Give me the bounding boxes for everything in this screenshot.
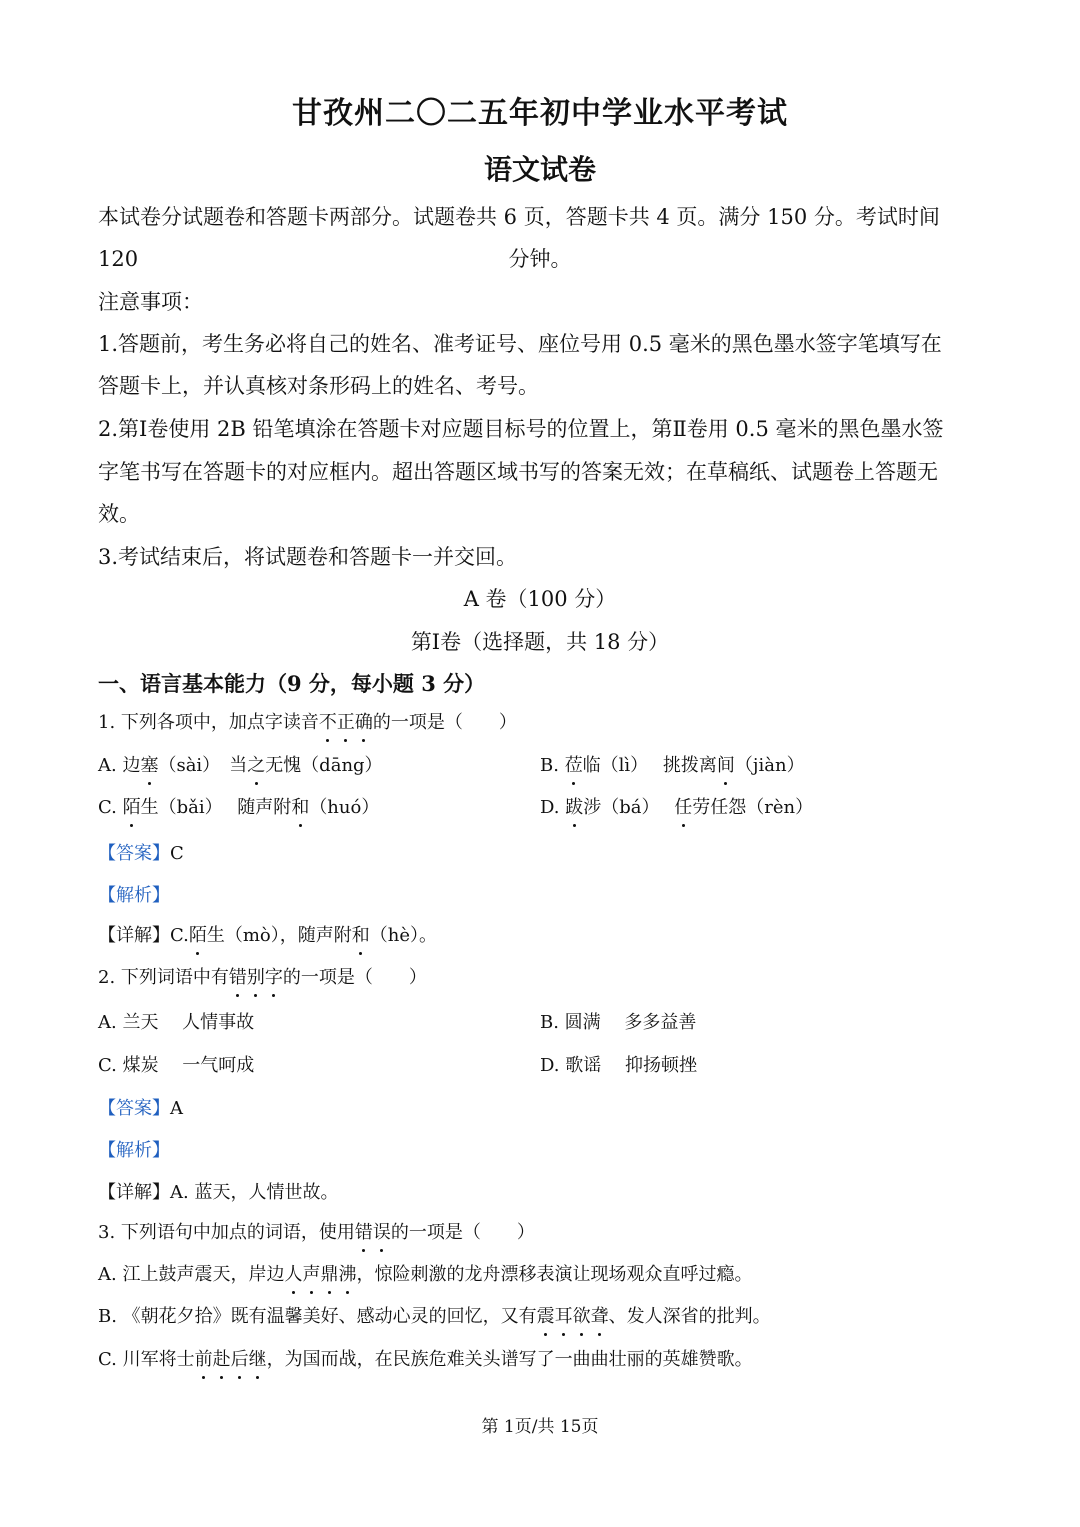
question-2-option-c: C. 煤炭 一气呵成 xyxy=(98,1055,255,1076)
question-1-option-d: D. 跋涉（bá） 任劳任怨（rèn） xyxy=(540,793,813,823)
intro-line-1: 本试卷分试题卷和答题卡两部分。试题卷共 6 页，答题卡共 4 页。满分 150 分。考试时间 120 xyxy=(98,205,940,271)
notice-2-line-2: 字笔书写在答题卡的对应框内。超出答题区域书写的答案无效；在草稿纸、试题卷上答题无 xyxy=(98,460,938,484)
paper-a-heading: A 卷（100 分） xyxy=(463,587,617,611)
notice-1-line-2: 答题卡上，并认真核对条形码上的姓名、考号。 xyxy=(98,374,539,398)
notice-heading: 注意事项： xyxy=(98,290,203,314)
intro-line-2: 分钟。 xyxy=(508,247,572,271)
question-2-analysis: 【解析】 xyxy=(98,1140,170,1161)
section-1-heading: 一、语言基本能力（9 分，每小题 3 分） xyxy=(98,671,486,696)
question-3-option-a: A. 江上鼓声震天，岸边人声鼎沸，惊险刺激的龙舟漂移表演让现场观众直呼过瘾。 xyxy=(98,1260,752,1290)
question-1-option-c: C. 陌生（bǎi） 随声附和（huó） xyxy=(98,793,379,823)
question-2-stem: 2. 下列词语中有错别字的一项是（ ） xyxy=(98,963,427,993)
emphasis-char: 正 xyxy=(337,708,355,738)
emphasis-char: 确 xyxy=(355,708,373,738)
question-2-answer: 【答案】A xyxy=(98,1098,183,1119)
question-2-option-a: A. 兰天 人情事故 xyxy=(98,1012,255,1033)
page-subtitle: 语文试卷 xyxy=(483,153,596,186)
question-1-option-b: B. 莅临（lì） 挑拨离间（jiàn） xyxy=(540,751,805,781)
notice-2-line-1: 2.第Ⅰ卷使用 2B 铅笔填涂在答题卡对应题目标号的位置上，第Ⅱ卷用 0.5 毫米的黑色墨水签 xyxy=(98,417,944,441)
question-1-option-a: A. 边塞（sài） 当之无愧（dāng） xyxy=(98,751,383,781)
notice-2-line-3: 效。 xyxy=(98,502,140,526)
notice-1-line-1: 1.答题前，考生务必将自己的姓名、准考证号、座位号用 0.5 毫米的黑色墨水签字笔填写在 xyxy=(98,332,942,356)
question-3-option-c: C. 川军将士前赴后继，为国而战，在民族危难关头谱写了一曲曲壮丽的英雄赞歌。 xyxy=(98,1345,753,1375)
notice-3: 3.考试结束后，将试题卷和答题卡一并交回。 xyxy=(98,545,518,569)
question-1-stem: 1. 下列各项中，加点字读音不正确的一项是（ ） xyxy=(98,708,517,738)
question-1-answer: 【答案】C xyxy=(98,843,184,864)
emphasis-char: 不 xyxy=(319,708,337,738)
part-1-heading: 第Ⅰ卷（选择题，共 18 分） xyxy=(410,630,670,654)
page-title: 甘孜州二〇二五年初中学业水平考试 xyxy=(292,96,788,131)
question-2-option-b: B. 圆满 多多益善 xyxy=(540,1012,697,1033)
question-3-option-b: B. 《朝花夕拾》既有温馨美好、感动心灵的回忆，又有震耳欲聋、发人深省的批判。 xyxy=(98,1302,771,1332)
question-2-detail: 【详解】A. 蓝天，人情世故。 xyxy=(98,1182,339,1203)
page-footer: 第 1页/共 15页 xyxy=(481,1417,599,1437)
question-1-analysis: 【解析】 xyxy=(98,885,170,906)
question-2-option-d: D. 歌谣 抑扬顿挫 xyxy=(540,1055,697,1076)
question-1-detail: 【详解】C.陌生（mò），随声附和（hè）。 xyxy=(98,921,437,951)
question-3-stem: 3. 下列语句中加点的词语，使用错误的一项是（ ） xyxy=(98,1218,535,1248)
